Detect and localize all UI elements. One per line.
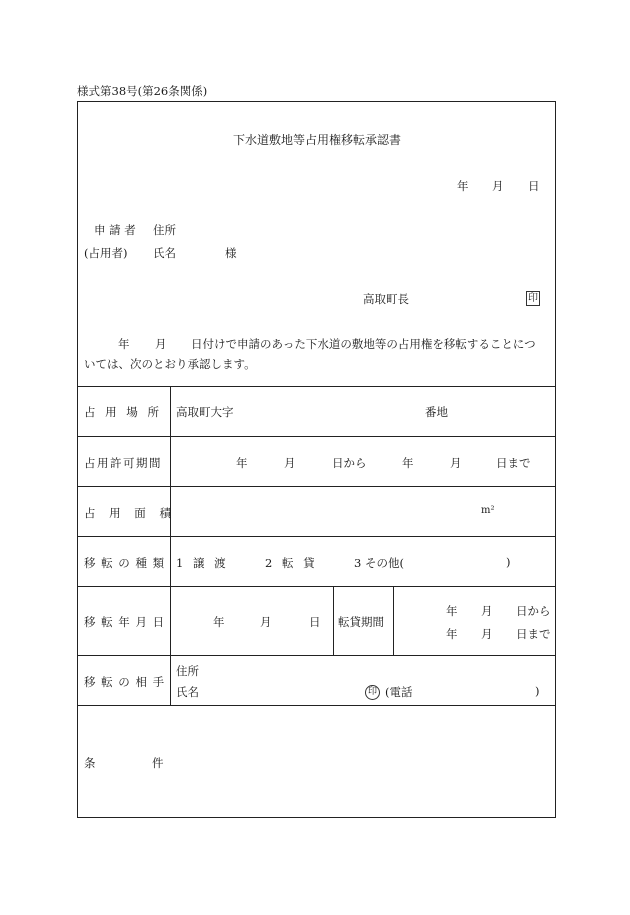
location-suffix: 番地 [425,405,448,419]
applicant-address-label: 住所 [153,223,176,237]
issuer-name: 高取町長 [363,292,409,306]
row-label-transfer-date: 移 転 年 月 日 [84,615,166,629]
body-text-line1: 日付けで申請のあった下水道の敷地等の占用権を移転することにつ [191,337,536,351]
column-divider [393,586,394,655]
issue-date-year: 年 [457,179,469,193]
counterparty-seal [365,683,380,700]
transfer-option-other: 3 その他( [354,556,404,570]
sublease-month-end: 月 [481,627,493,641]
period-day-start: 日から [332,456,367,470]
occupant-label: (占用者) [84,246,128,260]
row-label-location: 占 用 場 所 [84,405,162,419]
divider [77,486,556,487]
body-text-line2: いては、次のとおり承認します。 [84,357,256,371]
issuer-seal [526,290,540,306]
sublease-year-start: 年 [446,604,458,618]
divider [77,586,556,587]
counterparty-address-label: 住所 [176,664,199,678]
period-day-end: 日まで [496,456,531,470]
divider [77,705,556,706]
phone-label: (電話 [385,685,413,699]
row-label-area: 占 用 面 積 [84,506,176,520]
issue-date-day: 日 [528,179,540,193]
sublease-month-start: 月 [481,604,493,618]
body-year: 年 [118,337,130,351]
applicant-honorific: 様 [225,246,237,260]
divider [77,655,556,656]
row-label-period: 占用許可期間 [84,456,162,470]
transfer-month: 月 [260,615,272,629]
body-month: 月 [155,337,167,351]
conditions-label-b: 件 [152,756,164,770]
location-prefix: 高取町大字 [176,405,234,419]
form-number: 様式第38号(第26条関係) [77,84,208,98]
seal-mark: 印 [528,293,538,304]
sublease-period-label: 転貸期間 [338,615,384,629]
transfer-year: 年 [213,615,225,629]
applicant-label: 申 請 者 [94,223,136,237]
divider [77,436,556,437]
transfer-option-assign: 1 譲 渡 [176,556,226,570]
issue-date-month: 月 [492,179,504,193]
transfer-option-sublease: 2 転 貸 [265,556,315,570]
seal-mark: 印 [365,685,380,700]
period-year-start: 年 [236,456,248,470]
row-label-transfer-type: 移 転 の 種 類 [84,556,166,570]
sublease-year-end: 年 [446,627,458,641]
row-label-counterparty: 移 転 の 相 手 [84,675,166,689]
divider [77,386,556,387]
label-column-divider [170,386,171,705]
sublease-day-start: 日から [516,604,551,618]
transfer-option-other-close: ) [506,555,511,569]
column-divider [333,586,334,655]
period-year-end: 年 [402,456,414,470]
document-title: 下水道敷地等占用権移転承認書 [233,133,402,147]
divider [77,536,556,537]
period-month-end: 月 [450,456,462,470]
transfer-day: 日 [309,615,321,629]
applicant-name-label: 氏名 [153,246,176,260]
area-unit: m² [481,505,495,516]
conditions-label-a: 条 [84,756,96,770]
phone-close: ) [535,684,540,698]
sublease-day-end: 日まで [516,627,551,641]
period-month-start: 月 [284,456,296,470]
counterparty-name-label: 氏名 [176,685,199,699]
